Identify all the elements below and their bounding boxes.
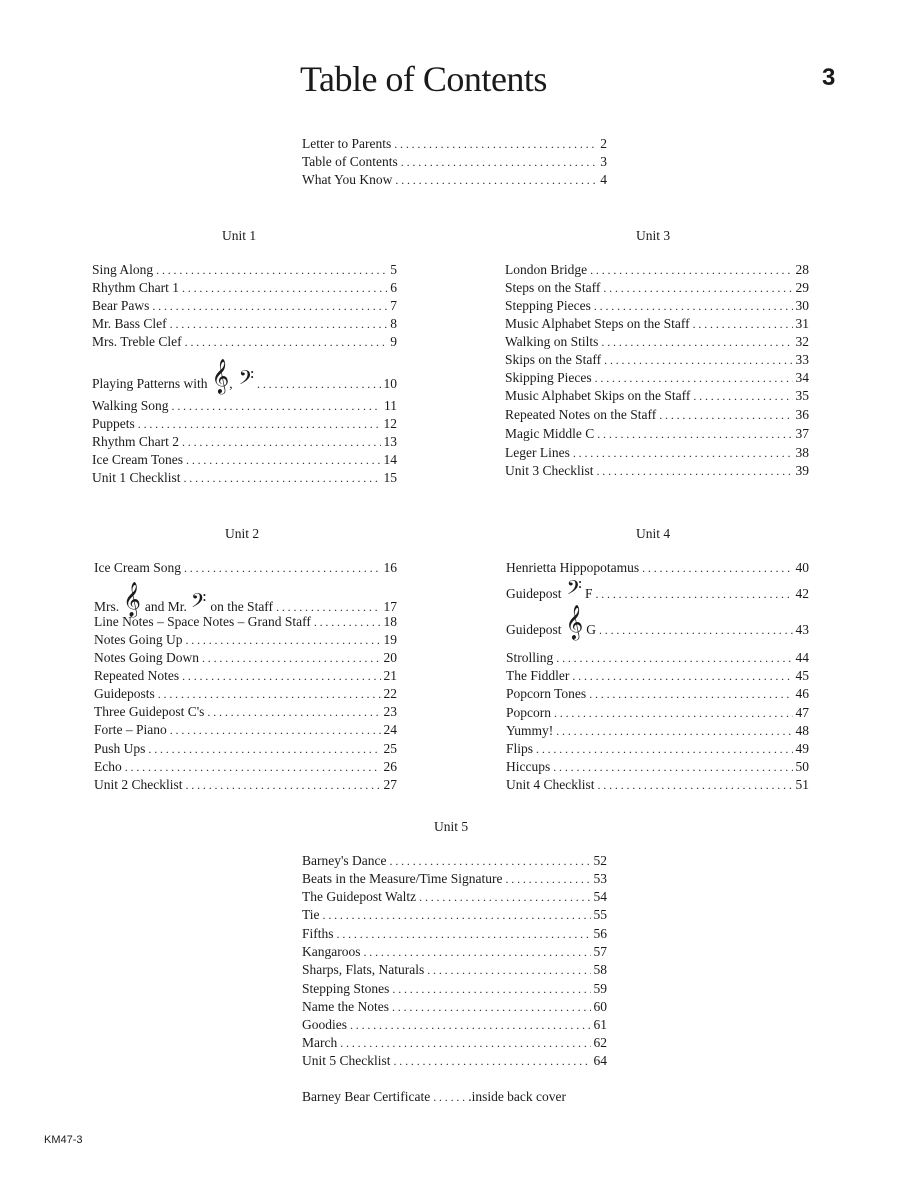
toc-entry[interactable]: Skipping Pieces ..... 34 [505, 370, 809, 386]
bass-clef-icon: 𝄢 [566, 576, 582, 604]
toc-entry[interactable]: Notes Going Down ..... 20 [94, 650, 397, 666]
toc-entry[interactable]: Echo ..... 26 [94, 759, 397, 775]
toc-entry[interactable]: London Bridge ..... 28 [505, 262, 809, 278]
bass-clef-icon: 𝄢 [190, 589, 207, 617]
unit-2-heading: Unit 2 [225, 526, 260, 541]
unit-3-heading: Unit 3 [636, 228, 671, 243]
toc-entry[interactable]: Kangaroos ..... 57 [302, 944, 607, 960]
toc-entry[interactable]: Fifths ..... 56 [302, 926, 607, 942]
toc-entry[interactable]: Repeated Notes on the Staff ..... 36 [505, 407, 809, 423]
treble-clef-icon: 𝄞 [123, 582, 141, 617]
document-code: KM47-3 [44, 1134, 83, 1146]
page-number: 3 [822, 64, 836, 91]
toc-entry[interactable]: Push Ups ..... 25 [94, 741, 397, 757]
toc-entry[interactable]: The Fiddler ..... 45 [506, 668, 809, 684]
toc-entry[interactable]: Henrietta Hippopotamus ..... 40 [506, 560, 809, 576]
unit-1-heading: Unit 1 [222, 228, 257, 243]
intro-list [302, 136, 607, 196]
toc-entry[interactable]: Magic Middle C ..... 37 [505, 426, 809, 442]
unit-5-list [302, 853, 607, 1113]
toc-entry[interactable]: Puppets ..... 12 [92, 416, 397, 432]
unit-4-list [506, 560, 809, 800]
unit-3-list [505, 262, 809, 487]
toc-entry[interactable]: Guidepost 𝄞 G ..... 43 [506, 608, 809, 638]
toc-entry[interactable]: Rhythm Chart 2 ..... 13 [92, 434, 397, 450]
toc-entry[interactable]: Playing Patterns with 𝄞 , 𝄢 ..... 10 [92, 362, 397, 392]
toc-entry[interactable]: Ice Cream Song ..... 16 [94, 560, 397, 576]
toc-entry[interactable]: Music Alphabet Steps on the Staff ..... 31 [505, 316, 809, 332]
toc-entry[interactable]: The Guidepost Waltz ..... 54 [302, 889, 607, 905]
toc-entry[interactable]: Goodies ..... 61 [302, 1017, 607, 1033]
toc-entry[interactable]: Yummy! ..... 48 [506, 723, 809, 739]
toc-entry[interactable]: Tie ..... 55 [302, 907, 607, 923]
page-title: Table of Contents [300, 59, 547, 99]
toc-entry[interactable]: Popcorn ..... 47 [506, 705, 809, 721]
toc-entry[interactable]: Forte – Piano ..... 24 [94, 722, 397, 738]
toc-entry[interactable]: Popcorn Tones ..... 46 [506, 686, 809, 702]
toc-entry[interactable]: Bear Paws ..... 7 [92, 298, 397, 314]
toc-entry[interactable]: Rhythm Chart 1 ..... 6 [92, 280, 397, 296]
toc-entry[interactable]: Letter to Parents ..... 2 [302, 136, 607, 152]
toc-entry[interactable]: Notes Going Up ..... 19 [94, 632, 397, 648]
toc-entry[interactable]: Unit 3 Checklist ..... 39 [505, 463, 809, 479]
toc-entry[interactable]: Repeated Notes ..... 21 [94, 668, 397, 684]
toc-entry[interactable]: What You Know ..... 4 [302, 172, 607, 188]
toc-entry[interactable]: Guideposts ..... 22 [94, 686, 397, 702]
toc-entry[interactable]: Hiccups ..... 50 [506, 759, 809, 775]
toc-entry[interactable]: Mr. Bass Clef ..... 8 [92, 316, 397, 332]
toc-entry[interactable]: Table of Contents ..... 3 [302, 154, 607, 170]
toc-entry[interactable]: March ..... 62 [302, 1035, 607, 1051]
toc-entry[interactable]: Stepping Stones ..... 59 [302, 981, 607, 997]
treble-clef-icon: 𝄞 [565, 605, 584, 640]
certificate-entry[interactable]: Barney Bear Certificate ..... .inside back cover [302, 1089, 607, 1105]
toc-entry[interactable]: Line Notes – Space Notes – Grand Staff ..... 18 [94, 614, 397, 630]
toc-entry[interactable]: Guidepost 𝄢 F ..... 42 [506, 576, 809, 602]
toc-entry[interactable]: Sing Along ..... 5 [92, 262, 397, 278]
toc-entry[interactable]: Mrs. Treble Clef ..... 9 [92, 334, 397, 350]
toc-entry[interactable]: Barney's Dance ..... 52 [302, 853, 607, 869]
unit-5-heading: Unit 5 [434, 819, 469, 834]
treble-clef-icon: 𝄞 [211, 359, 230, 394]
toc-entry[interactable]: Walking on Stilts ..... 32 [505, 334, 809, 350]
toc-entry[interactable]: Skips on the Staff ..... 33 [505, 352, 809, 368]
toc-entry[interactable]: Unit 2 Checklist ..... 27 [94, 777, 397, 793]
toc-entry[interactable]: Music Alphabet Skips on the Staff ..... 35 [505, 388, 809, 404]
toc-entry[interactable]: Ice Cream Tones ..... 14 [92, 452, 397, 468]
toc-entry[interactable]: Unit 5 Checklist ..... 64 [302, 1053, 607, 1069]
toc-entry[interactable]: Unit 1 Checklist ..... 15 [92, 470, 397, 486]
toc-entry[interactable]: Stepping Pieces ..... 30 [505, 298, 809, 314]
toc-entry[interactable]: Beats in the Measure/Time Signature ..... 53 [302, 871, 607, 887]
toc-entry[interactable]: Sharps, Flats, Naturals ..... 58 [302, 962, 607, 978]
toc-entry[interactable]: Flips ..... 49 [506, 741, 809, 757]
toc-entry[interactable]: Mrs. 𝄞 and Mr. 𝄢 on the Staff ..... 17 [94, 585, 397, 615]
toc-entry[interactable]: Leger Lines ..... 38 [505, 445, 809, 461]
toc-entry[interactable]: Steps on the Staff ..... 29 [505, 280, 809, 296]
toc-entry[interactable]: Name the Notes ..... 60 [302, 999, 607, 1015]
toc-entry[interactable]: Unit 4 Checklist ..... 51 [506, 777, 809, 793]
unit-2-list [94, 560, 397, 800]
unit-1-list [92, 262, 397, 492]
toc-entry[interactable]: Strolling ..... 44 [506, 650, 809, 666]
unit-4-heading: Unit 4 [636, 526, 671, 541]
toc-entry[interactable]: Three Guidepost C's ..... 23 [94, 704, 397, 720]
toc-entry[interactable]: Walking Song ..... 11 [92, 398, 397, 414]
bass-clef-icon: 𝄢 [238, 366, 255, 394]
